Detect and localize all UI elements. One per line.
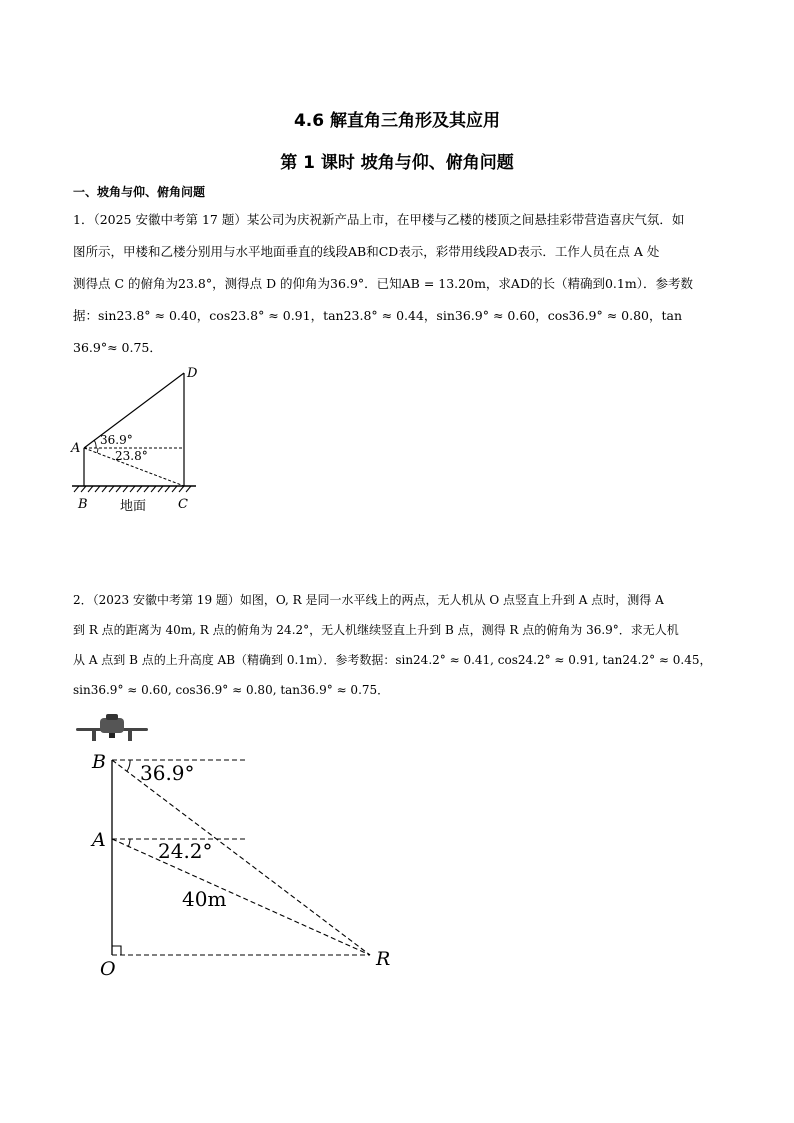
angle-label-up: 36.9° [100, 433, 133, 447]
label-b: B [92, 751, 106, 773]
angle-label-a: 24.2° [158, 839, 213, 863]
angle-arc-down [97, 448, 98, 453]
line-br-dashed [112, 760, 370, 955]
angle-arc-b [127, 760, 130, 771]
angle-label-down: 23.8° [115, 449, 148, 463]
problem-1-line: 图所示，甲楼和乙楼分别用与水平地面垂直的线段AB和CD表示，彩带用线段AD表示．工作人员在点 A 处 [73, 244, 660, 259]
distance-label: 40m [182, 887, 227, 911]
problem-1-text [73, 204, 729, 364]
line-ar-dashed [112, 839, 370, 955]
label-a: A [71, 441, 81, 456]
problem-1-line: 36.9°≈ 0.75． [73, 340, 162, 355]
ground-label: 地面 [120, 499, 147, 514]
drone-icon [76, 714, 148, 741]
angle-arc-up [94, 440, 96, 448]
problem-1-line: 据：sin23.8° ≈ 0.40，cos23.8° ≈ 0.91，tan23.8° ≈ 0.44，sin36.9° ≈ 0.60，cos36.9° ≈ 0.80，tan [73, 308, 683, 323]
label-a: A [92, 829, 106, 851]
page-subtitle: 第 1 课时 坡角与仰、俯角问题 [280, 153, 514, 173]
angle-label-b: 36.9° [140, 761, 195, 785]
right-angle-mark [112, 946, 121, 955]
label-c: C [178, 497, 188, 512]
problem-2-line: 到 R 点的距离为 40m, R 点的俯角为 24.2°，无人机继续竖直上升到 B 点，测得 R 点的俯角为 36.9°．求无人机 [73, 623, 679, 637]
problem-2-text [73, 585, 729, 705]
ribbon-ad [84, 373, 184, 448]
ground-hatching [74, 486, 191, 492]
label-r: R [376, 948, 391, 970]
label-b: B [78, 497, 88, 512]
label-d: D [187, 366, 198, 381]
page-title: 4.6 解直角三角形及其应用 [293, 111, 501, 131]
problem-1-line: 测得点 C 的俯角为23.8°，测得点 D 的仰角为36.9°．已知AB = 13.20m，求AD的长（精确到0.1m）．参考数 [73, 276, 693, 291]
label-o: O [100, 958, 116, 980]
problem-2-line: 2．（2023 安徽中考第 19 题）如图，O, R 是同一水平线上的两点，无人机从 O 点竖直上升到 A 点时，测得 A [73, 593, 664, 607]
problem-2-figure [70, 708, 410, 988]
problem-2-line: 从 A 点到 B 点的上升高度 AB（精确到 0.1m）．参考数据：sin24.2° ≈ 0.41, cos24.2° ≈ 0.91, tan24.2° ≈ 0.45， [73, 653, 712, 667]
problem-1-line: 1．（2025 安徽中考第 17 题）某公司为庆祝新产品上市，在甲楼与乙楼的楼顶之间悬挂彩带营造喜庆气氛．如 [73, 212, 685, 227]
problem-2-line: sin36.9° ≈ 0.60, cos36.9° ≈ 0.80, tan36.9° ≈ 0.75． [73, 683, 390, 697]
angle-arc-a [128, 839, 130, 847]
problem-1-figure [60, 360, 220, 520]
section-heading: 一、坡角与仰、俯角问题 [73, 185, 206, 199]
